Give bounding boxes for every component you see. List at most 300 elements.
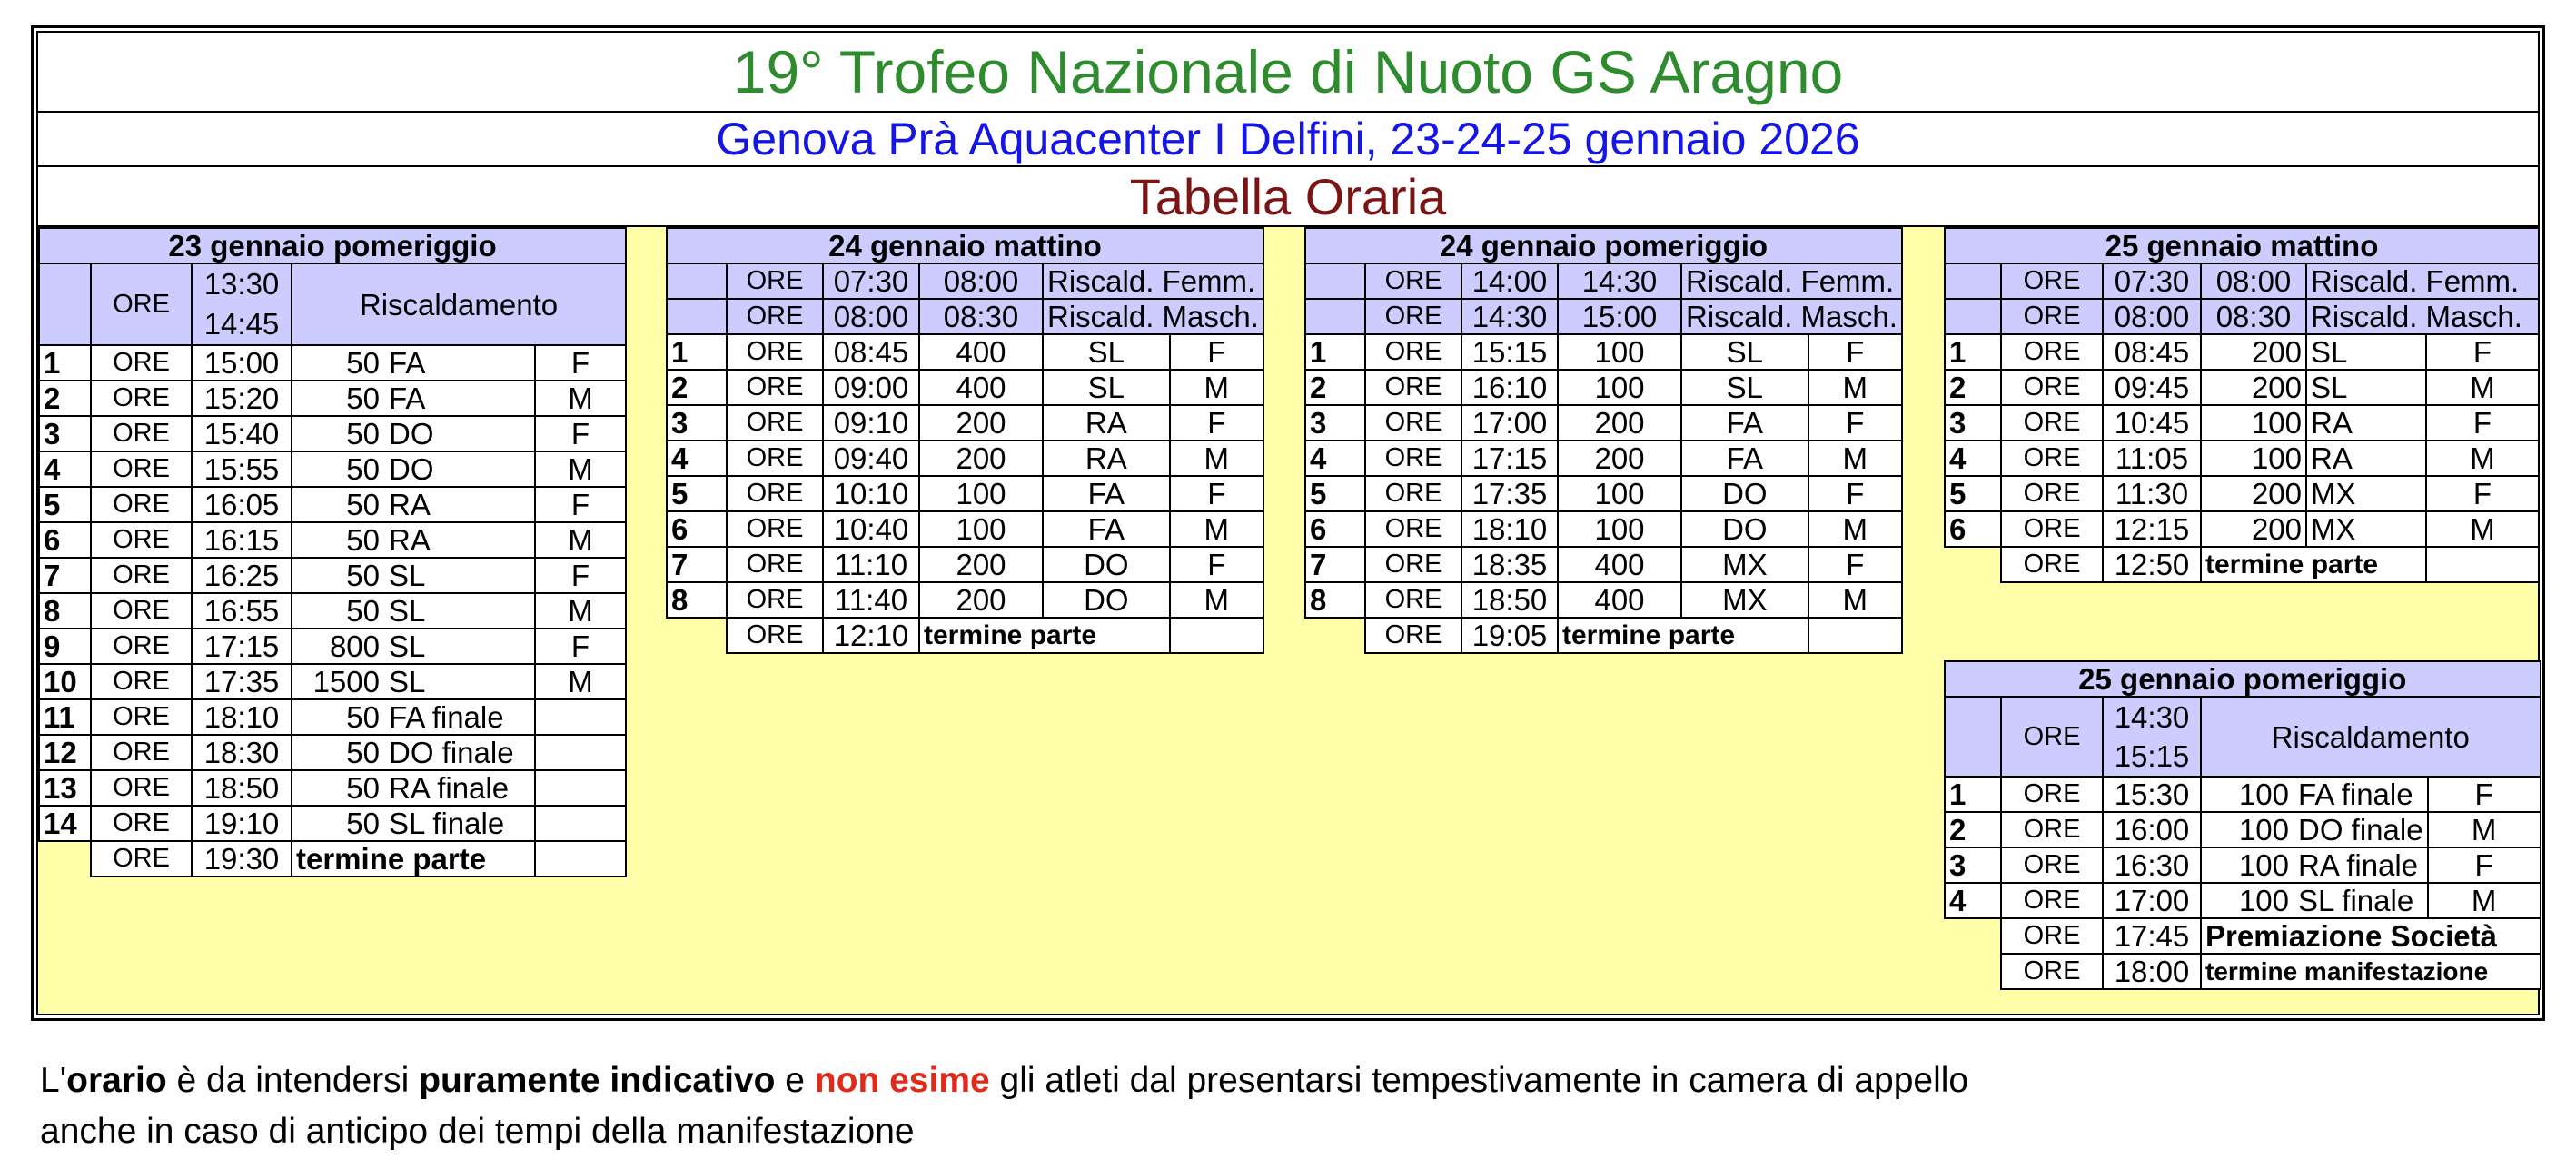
event-description <box>2201 883 2428 918</box>
warmup-start: 13:30 <box>203 267 280 301</box>
end-filler <box>2426 547 2539 582</box>
event-style: FA <box>389 381 426 415</box>
event-distance: 200 <box>2201 511 2306 547</box>
event-sex: M <box>535 451 626 487</box>
end-filler <box>535 841 626 877</box>
event-time: 10:40 <box>823 511 919 547</box>
table-row <box>39 735 626 770</box>
table-row <box>1945 334 2539 370</box>
event-description <box>292 558 535 593</box>
end-spacer <box>667 618 727 653</box>
table-row <box>39 345 626 381</box>
table-body <box>1305 228 1902 263</box>
event-distance: 400 <box>919 370 1043 405</box>
event-style: SL <box>389 594 426 628</box>
event-style: FA <box>1681 405 1808 441</box>
event-distance: 200 <box>2201 334 2306 370</box>
table-row <box>1305 547 1902 582</box>
end-label: termine parte <box>919 618 1170 653</box>
end-label: termine parte <box>1558 618 1808 653</box>
ore-label: ORE <box>91 629 192 664</box>
table-row <box>1945 441 2539 476</box>
end-time: 18:00 <box>2103 954 2201 989</box>
event-sex <box>535 806 626 841</box>
event-time: 11:10 <box>823 547 919 582</box>
event-number: 11 <box>39 699 91 735</box>
event-sex: M <box>1170 370 1263 405</box>
note-bold: orario <box>66 1061 167 1100</box>
event-rows <box>667 334 1263 653</box>
event-description <box>292 629 535 664</box>
ore-label: ORE <box>91 381 192 416</box>
warmup-start: 14:30 <box>2114 700 2190 734</box>
event-number: 1 <box>1945 777 2001 812</box>
event-sex: M <box>2426 511 2539 547</box>
table-row <box>1305 511 1902 547</box>
event-number: 7 <box>1305 547 1365 582</box>
day-24-morning <box>666 227 1264 654</box>
event-style: SL <box>2306 370 2426 405</box>
end-spacer <box>39 841 91 877</box>
event-distance: 400 <box>1558 547 1681 582</box>
ore-label: ORE <box>1365 334 1461 370</box>
event-description <box>292 664 535 699</box>
warmup-from: 08:00 <box>2103 299 2201 334</box>
event-number: 1 <box>1305 334 1365 370</box>
ore-label: ORE <box>91 806 192 841</box>
table-row <box>1945 405 2539 441</box>
event-number: 5 <box>1305 476 1365 511</box>
event-style: SL finale <box>389 807 505 840</box>
warmup-from: 14:00 <box>1461 263 1558 299</box>
event-sex: M <box>1170 441 1263 476</box>
event-sex: M <box>1808 511 1902 547</box>
warmup-end: 14:45 <box>203 307 280 341</box>
table-row <box>39 593 626 629</box>
warmup-from: 14:30 <box>1461 299 1558 334</box>
event-time: 15:55 <box>192 451 292 487</box>
event-description <box>2201 812 2428 847</box>
note-part: gli atleti dal presentarsi tempestivamente in camera di appello <box>989 1061 1969 1100</box>
event-time: 16:25 <box>192 558 292 593</box>
event-sex: F <box>1808 547 1902 582</box>
event-style: SL <box>389 665 426 698</box>
event-number: 7 <box>667 547 727 582</box>
table-body <box>1945 228 2539 263</box>
event-number: 3 <box>1945 405 2001 441</box>
event-style: FA finale <box>2298 778 2413 811</box>
block-title: 24 gennaio mattino <box>667 228 1263 263</box>
event-description <box>292 345 535 381</box>
warmup-row <box>1945 263 2539 299</box>
event-distance: 100 <box>919 511 1043 547</box>
event-number: 14 <box>39 806 91 841</box>
schedule-table <box>666 227 1264 654</box>
ore-label: ORE <box>1365 476 1461 511</box>
page-title: 19° Trofeo Nazionale di Nuoto GS Aragno <box>732 38 1844 105</box>
end-time: 12:50 <box>2103 547 2201 582</box>
event-distance: 200 <box>2201 476 2306 511</box>
event-sex: F <box>2426 334 2539 370</box>
event-sex: M <box>1170 582 1263 618</box>
day-25-afternoon <box>1944 660 2541 990</box>
ore-label: ORE <box>2001 847 2103 883</box>
event-sex: M <box>1808 370 1902 405</box>
event-distance: 100 <box>2238 848 2289 882</box>
table-row <box>667 547 1263 582</box>
event-time: 15:30 <box>2103 777 2201 812</box>
event-time: 08:45 <box>2103 334 2201 370</box>
end-time: 19:30 <box>192 841 292 877</box>
end-label: termine parte <box>292 841 535 877</box>
ore-label: ORE <box>727 405 823 441</box>
event-time: 19:10 <box>192 806 292 841</box>
event-style: SL <box>389 629 426 663</box>
event-style: RA <box>389 488 431 521</box>
event-description <box>292 806 535 841</box>
event-sex: M <box>2428 812 2541 847</box>
event-distance: 50 <box>346 346 380 380</box>
table-row <box>1305 370 1902 405</box>
warmup-from: 07:30 <box>823 263 919 299</box>
event-number: 4 <box>39 451 91 487</box>
note-line-1 <box>40 1055 1968 1106</box>
event-sex: F <box>535 629 626 664</box>
event-number: 4 <box>1945 441 2001 476</box>
event-number: 8 <box>667 582 727 618</box>
event-time: 08:45 <box>823 334 919 370</box>
event-time: 17:15 <box>1461 441 1558 476</box>
note-part: L' <box>40 1061 67 1100</box>
event-distance: 400 <box>1558 582 1681 618</box>
event-sex: F <box>535 416 626 451</box>
ore-label: ORE <box>2001 547 2103 582</box>
table-row <box>667 511 1263 547</box>
disclaimer-note <box>40 1055 1968 1157</box>
event-description <box>292 699 535 735</box>
event-distance: 50 <box>346 417 380 451</box>
event-time: 16:30 <box>2103 847 2201 883</box>
ore-label: ORE <box>91 451 192 487</box>
event-sex: M <box>1808 582 1902 618</box>
warmup-rows <box>1945 263 2539 334</box>
ore-label: ORE <box>2001 441 2103 476</box>
note-bold: puramente indicativo <box>419 1061 776 1100</box>
event-rows <box>1945 777 2541 989</box>
table-row <box>1305 476 1902 511</box>
table-row <box>39 558 626 593</box>
ore-label: ORE <box>1365 511 1461 547</box>
event-time: 11:40 <box>823 582 919 618</box>
warmup-ore: ORE <box>727 263 823 299</box>
table-row <box>667 476 1263 511</box>
warmup-times <box>192 263 292 345</box>
event-time: 18:10 <box>1461 511 1558 547</box>
event-style: FA finale <box>389 700 504 734</box>
warmup-ore: ORE <box>91 263 192 345</box>
event-sex: F <box>2426 476 2539 511</box>
event-sex: M <box>1170 511 1263 547</box>
event-time: 18:10 <box>192 699 292 735</box>
event-style: RA <box>2306 405 2426 441</box>
warmup-row <box>667 263 1263 299</box>
schedule-table <box>1944 227 2540 583</box>
event-style: DO <box>389 417 434 451</box>
table-row <box>1305 405 1902 441</box>
event-number: 4 <box>667 441 727 476</box>
table-row <box>667 441 1263 476</box>
end-row <box>1305 618 1902 653</box>
event-distance: 50 <box>346 771 380 805</box>
event-number: 2 <box>1945 812 2001 847</box>
event-description <box>292 451 535 487</box>
event-distance: 50 <box>346 559 380 592</box>
event-description <box>292 381 535 416</box>
event-style: DO <box>389 452 434 486</box>
event-sex: F <box>1808 334 1902 370</box>
event-time: 11:05 <box>2103 441 2201 476</box>
block-title: 24 gennaio pomeriggio <box>1305 228 1902 263</box>
table-body <box>39 228 626 345</box>
event-number: 3 <box>39 416 91 451</box>
note-part: e <box>775 1061 815 1100</box>
event-time: 16:00 <box>2103 812 2201 847</box>
event-number: 6 <box>1305 511 1365 547</box>
block-title: 23 gennaio pomeriggio <box>39 228 626 263</box>
schedule-table <box>1944 660 2541 990</box>
event-number: 8 <box>39 593 91 629</box>
event-sex: F <box>1170 405 1263 441</box>
table-body <box>1945 661 2541 777</box>
event-style: SL <box>1043 370 1170 405</box>
warmup-spacer <box>1945 299 2001 334</box>
event-distance: 100 <box>1558 370 1681 405</box>
event-number: 1 <box>39 345 91 381</box>
event-number: 5 <box>1945 476 2001 511</box>
warmup-to: 14:30 <box>1558 263 1681 299</box>
table-row <box>39 381 626 416</box>
event-sex: M <box>535 522 626 558</box>
warmup-ore: ORE <box>727 299 823 334</box>
event-distance: 200 <box>919 582 1043 618</box>
day-23-afternoon <box>38 227 627 877</box>
ore-label: ORE <box>2001 777 2103 812</box>
event-style: DO <box>1681 476 1808 511</box>
event-style: SL <box>1681 334 1808 370</box>
event-number: 1 <box>667 334 727 370</box>
table-row <box>1945 777 2541 812</box>
ore-label: ORE <box>727 334 823 370</box>
table-row <box>1945 883 2541 918</box>
event-style: RA <box>2306 441 2426 476</box>
event-number: 6 <box>667 511 727 547</box>
table-row <box>39 699 626 735</box>
event-time: 15:15 <box>1461 334 1558 370</box>
event-number: 3 <box>667 405 727 441</box>
event-sex: F <box>535 345 626 381</box>
event-description <box>292 735 535 770</box>
event-number: 5 <box>39 487 91 522</box>
warmup-label: Riscald. Masch. <box>1681 299 1902 334</box>
warmup-to: 08:00 <box>919 263 1043 299</box>
tabella-heading: Tabella Oraria <box>1129 167 1447 225</box>
event-distance: 1500 <box>312 665 380 698</box>
awards-row <box>1945 918 2541 954</box>
table-row <box>667 334 1263 370</box>
event-style: MX <box>2306 511 2426 547</box>
event-distance: 100 <box>1558 334 1681 370</box>
event-rows <box>1945 334 2539 582</box>
event-style: DO <box>1043 582 1170 618</box>
table-body <box>667 228 1263 263</box>
event-number: 7 <box>39 558 91 593</box>
event-time: 15:40 <box>192 416 292 451</box>
ore-label: ORE <box>2001 511 2103 547</box>
warmup-spacer <box>667 299 727 334</box>
event-style: DO finale <box>389 736 514 769</box>
event-number: 13 <box>39 770 91 806</box>
day-25-morning <box>1944 227 2540 583</box>
table-row <box>39 806 626 841</box>
warmup-label: Riscald. Femm. <box>1681 263 1902 299</box>
event-style: DO <box>1681 511 1808 547</box>
end-label: Premiazione Società <box>2201 918 2541 954</box>
warmup-ore: ORE <box>1365 299 1461 334</box>
event-distance: 100 <box>2238 884 2289 917</box>
event-number: 4 <box>1945 883 2001 918</box>
event-description <box>292 593 535 629</box>
table-row <box>667 582 1263 618</box>
event-distance: 200 <box>919 547 1043 582</box>
event-style: FA <box>389 346 426 380</box>
warmup-label: Riscald. Femm. <box>2306 263 2539 299</box>
event-number: 10 <box>39 664 91 699</box>
event-number: 3 <box>1945 847 2001 883</box>
event-time: 17:00 <box>1461 405 1558 441</box>
event-description <box>292 487 535 522</box>
end-filler <box>1170 618 1263 653</box>
event-distance: 50 <box>346 488 380 521</box>
ore-label: ORE <box>91 664 192 699</box>
end-spacer <box>1945 547 2001 582</box>
event-style: FA <box>1681 441 1808 476</box>
warmup-to: 08:30 <box>2201 299 2306 334</box>
ore-label: ORE <box>1365 618 1461 653</box>
ore-label: ORE <box>727 618 823 653</box>
table-row <box>1945 370 2539 405</box>
event-style: FA <box>1043 476 1170 511</box>
warmup-ore: ORE <box>1365 263 1461 299</box>
event-time: 18:30 <box>192 735 292 770</box>
event-distance: 800 <box>329 629 380 663</box>
ore-label: ORE <box>1365 405 1461 441</box>
ore-label: ORE <box>2001 370 2103 405</box>
day-24-afternoon <box>1304 227 1903 654</box>
event-description <box>2201 777 2428 812</box>
event-distance: 50 <box>346 523 380 557</box>
warmup-ore: ORE <box>2001 299 2103 334</box>
event-sex: M <box>2426 441 2539 476</box>
table-row <box>1305 441 1902 476</box>
event-distance: 100 <box>2201 441 2306 476</box>
event-distance: 200 <box>1558 441 1681 476</box>
table-row <box>39 629 626 664</box>
end-filler <box>1808 618 1902 653</box>
schedule-table <box>1304 227 1903 654</box>
event-distance: 100 <box>919 476 1043 511</box>
event-time: 18:50 <box>192 770 292 806</box>
event-time: 17:15 <box>192 629 292 664</box>
end-row <box>667 618 1263 653</box>
warmup-label: Riscald. Femm. <box>1043 263 1263 299</box>
event-time: 17:35 <box>1461 476 1558 511</box>
table-row <box>39 770 626 806</box>
event-sex: M <box>535 593 626 629</box>
note-part: è da intendersi <box>166 1061 420 1100</box>
note-line-2: anche in caso di anticipo dei tempi della manifestazione <box>40 1112 915 1151</box>
table-row <box>39 522 626 558</box>
warmup-ore: ORE <box>2001 697 2103 777</box>
event-time: 10:10 <box>823 476 919 511</box>
end-row <box>1945 954 2541 989</box>
warmup-label: Riscaldamento <box>2201 697 2541 777</box>
event-style: RA <box>1043 405 1170 441</box>
ore-label: ORE <box>2001 918 2103 954</box>
event-number: 5 <box>667 476 727 511</box>
event-sex: F <box>1170 547 1263 582</box>
event-rows <box>39 345 626 877</box>
event-sex: F <box>2426 405 2539 441</box>
event-description <box>292 522 535 558</box>
warmup-spacer <box>39 263 91 345</box>
warmup-spacer <box>1305 299 1365 334</box>
event-sex <box>535 770 626 806</box>
schedule-table <box>38 227 627 877</box>
page-subtitle: Genova Prà Aquacenter I Delfini, 23-24-25 gennaio 2026 <box>716 114 1860 164</box>
event-description <box>292 770 535 806</box>
warmup-spacer <box>1945 697 2001 777</box>
event-distance: 100 <box>2201 405 2306 441</box>
event-distance: 200 <box>2201 370 2306 405</box>
event-sex: F <box>1808 476 1902 511</box>
end-time: 17:45 <box>2103 918 2201 954</box>
ore-label: ORE <box>727 547 823 582</box>
table-row <box>39 416 626 451</box>
title-row <box>38 33 2538 113</box>
event-distance: 50 <box>346 807 380 840</box>
event-style: RA <box>1043 441 1170 476</box>
ore-label: ORE <box>2001 954 2103 989</box>
ore-label: ORE <box>91 487 192 522</box>
ore-label: ORE <box>91 558 192 593</box>
event-number: 2 <box>667 370 727 405</box>
event-time: 16:15 <box>192 522 292 558</box>
warmup-rows <box>667 263 1263 334</box>
event-distance: 50 <box>346 594 380 628</box>
table-row <box>39 487 626 522</box>
table-row <box>667 370 1263 405</box>
warmup-to: 08:30 <box>919 299 1043 334</box>
event-time: 09:45 <box>2103 370 2201 405</box>
event-style: MX <box>1681 547 1808 582</box>
ore-label: ORE <box>91 416 192 451</box>
event-number: 6 <box>39 522 91 558</box>
warmup-from: 07:30 <box>2103 263 2201 299</box>
event-distance: 200 <box>919 405 1043 441</box>
subtitle-row <box>38 113 2538 167</box>
warmup-spacer <box>1945 263 2001 299</box>
event-distance: 50 <box>346 381 380 415</box>
